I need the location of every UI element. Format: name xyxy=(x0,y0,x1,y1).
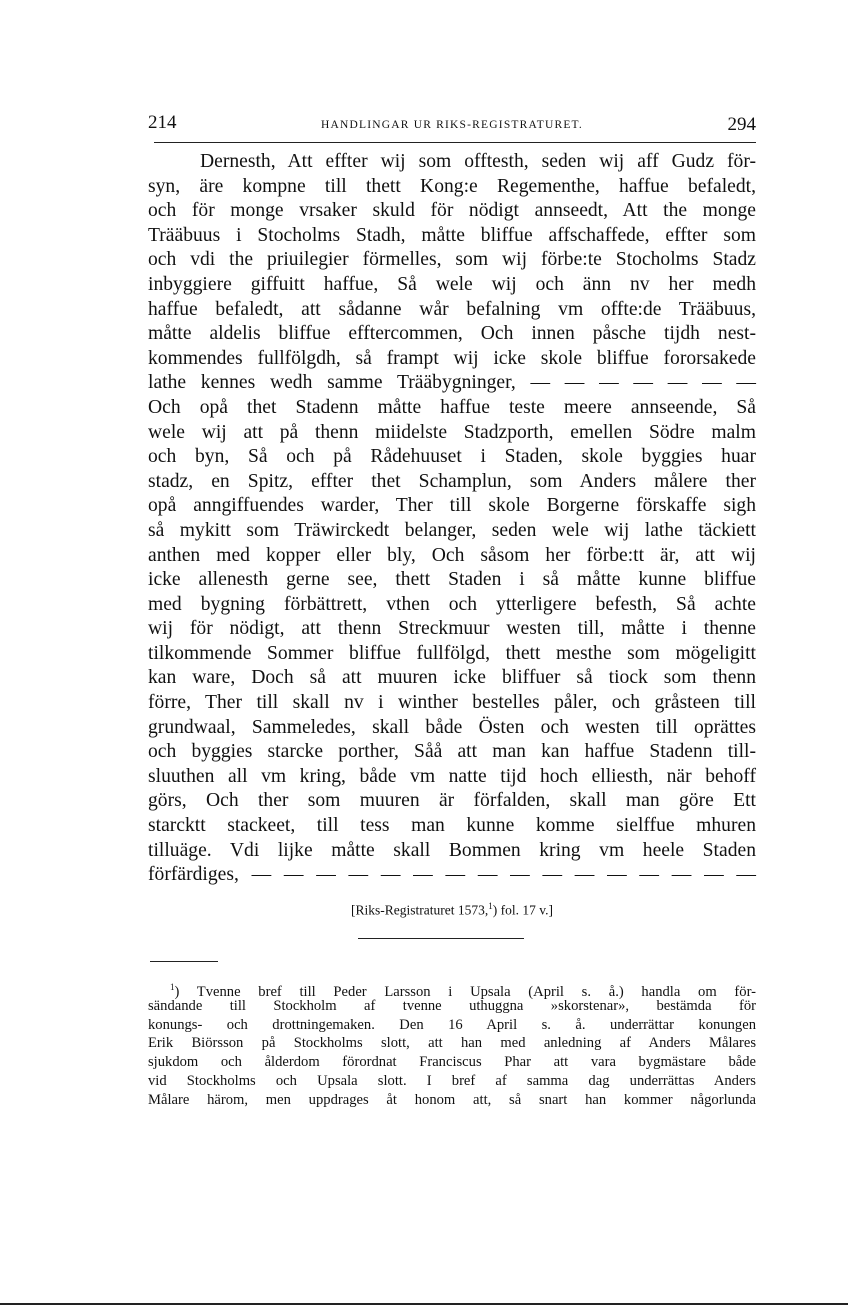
page-number-right: 294 xyxy=(727,114,756,135)
body-line: och för monge vrsaker skuld för nödigt annseedt, Att the monge xyxy=(148,200,756,222)
source-text: [Riks-Registraturet 1573, xyxy=(351,902,489,918)
body-line: så mykitt som Träwirckedt belanger, seden wele wij lathe täckiett xyxy=(148,519,756,541)
source-citation xyxy=(148,901,756,919)
body-line: förfärdiges, — — — — — — — — — — — — — — — — xyxy=(148,864,756,886)
body-line: wij för nödigt, att thenn Streckmuur westen till, måtte i thenne xyxy=(148,618,756,640)
section-rule xyxy=(358,938,524,939)
body-line: icke allenesth gerne see, thett Staden i så måtte kunne bliffue xyxy=(148,569,756,591)
footnote-line: sändande till Stockholm af tvenne uthuggna »skorstenar», bestämda för xyxy=(148,997,756,1014)
body-line: Dernesth, Att effter wij som offtesth, seden wij aff Gudz för- xyxy=(200,151,756,172)
body-line: wele wij att på thenn miidelste Stadzporth, emellen Södre malm xyxy=(148,421,756,443)
body-line: måtte aldelis bliffue efftercommen, Och innen påsche tijdh nest- xyxy=(148,323,756,345)
body-line: tilkommende Sommer bliffue fullfölgd, thett mesthe som mögeligitt xyxy=(148,642,756,664)
body-line: anthen med kopper eller bly, Och såsom her förbe:tt är, att wij xyxy=(148,544,756,566)
header-rule xyxy=(154,142,756,143)
body-line: kommendes fullfölgdh, så frampt wij icke skole bliffue fororsakede xyxy=(148,347,756,369)
footnote-line: Erik Biörsson på Stockholms slott, att han med anledning af Anders Målares xyxy=(148,1035,756,1052)
source-text-after: ) fol. 17 v.] xyxy=(492,902,553,918)
body-line: och byn, Så och på Rådehuuset i Staden, skole byggies huar xyxy=(148,446,756,468)
footnote-rule xyxy=(150,961,218,962)
page-number-left: 214 xyxy=(148,112,177,133)
body-line: förre, Ther till skall nv i winther bestelles påler, och gråsteen till xyxy=(148,692,756,714)
footnote-line: vid Stockholms och Upsala slott. I bref af samma dag underrättas Anders xyxy=(148,1072,756,1089)
body-line: Trääbuus i Stocholms Stadh, måtte bliffue affschaffede, effter som xyxy=(148,224,756,246)
body-line: haffue befaledt, att sådanne wår befalning vm offte:de Trääbuus, xyxy=(148,298,756,320)
running-title: HANDLINGAR UR RIKS-REGISTRATURET. xyxy=(320,119,584,131)
body-line: grundwaal, Sammeledes, skall både Östen och westen till oprättes xyxy=(148,716,756,738)
body-text xyxy=(148,150,756,888)
footnote xyxy=(148,978,756,1110)
body-line: görs, Och ther som muuren är förfalden, skall man göre Ett xyxy=(148,790,756,812)
scan-edge xyxy=(0,1303,848,1305)
body-line: och byggies starcke porther, Såå att man kan haffue Stadenn till- xyxy=(148,741,756,763)
page-header xyxy=(148,112,756,140)
body-line: stadz, en Spitz, effter thet Schamplun, som Anders målere ther xyxy=(148,470,756,492)
body-line: opå anngiffuendes warder, Ther till skole Borgerne förskaffe sigh xyxy=(148,495,756,517)
body-line: tilluäge. Vdi lijke måtte skall Bommen kring vm heele Staden xyxy=(148,839,756,861)
body-line: inbyggiere giffuitt haffue, Så wele wij och änn nv her medh xyxy=(148,273,756,295)
body-line: sluuthen all vm kring, både vm natte tijd hoch elliesth, när behoff xyxy=(148,765,756,787)
footnote-line: $^1$) Tvenne bref till Peder Larsson i Upsala (April s. å.) handla om för- xyxy=(170,982,756,1000)
footnote-line: Målare härom, men uppdrages åt honom att, så snart han kommer någorlunda xyxy=(148,1091,756,1108)
footnote-line: sjukdom och ålderdom förordnat Franciscus Phar att vara bygmästare både xyxy=(148,1054,756,1071)
body-line: starcktt stackeet, till tess man kunne komme sielffue mhuren xyxy=(148,815,756,837)
footnote-marker: 1 xyxy=(170,982,175,992)
body-line: Och opå thet Stadenn måtte haffue teste meere annseende, Så xyxy=(148,396,756,418)
body-line: syn, äre kompne till thett Kong:e Regementhe, haffue befaledt, xyxy=(148,175,756,197)
body-line: kan ware, Doch så att muuren icke bliffuer så tiock som thenn xyxy=(148,667,756,689)
body-line: lathe kennes wedh samme Trääbygninger, — — — — — — — xyxy=(148,372,756,394)
footnote-line: konungs- och drottningemaken. Den 16 April s. å. underrättar konungen xyxy=(148,1016,756,1033)
body-line: och vdi the priuilegier förmelles, som wij förbe:te Stocholms Stadz xyxy=(148,249,756,271)
body-line: med bygning förbättrett, vthen och ytterligere befesth, Så achte xyxy=(148,593,756,615)
footnote-reference[interactable]: 1 xyxy=(488,901,493,911)
